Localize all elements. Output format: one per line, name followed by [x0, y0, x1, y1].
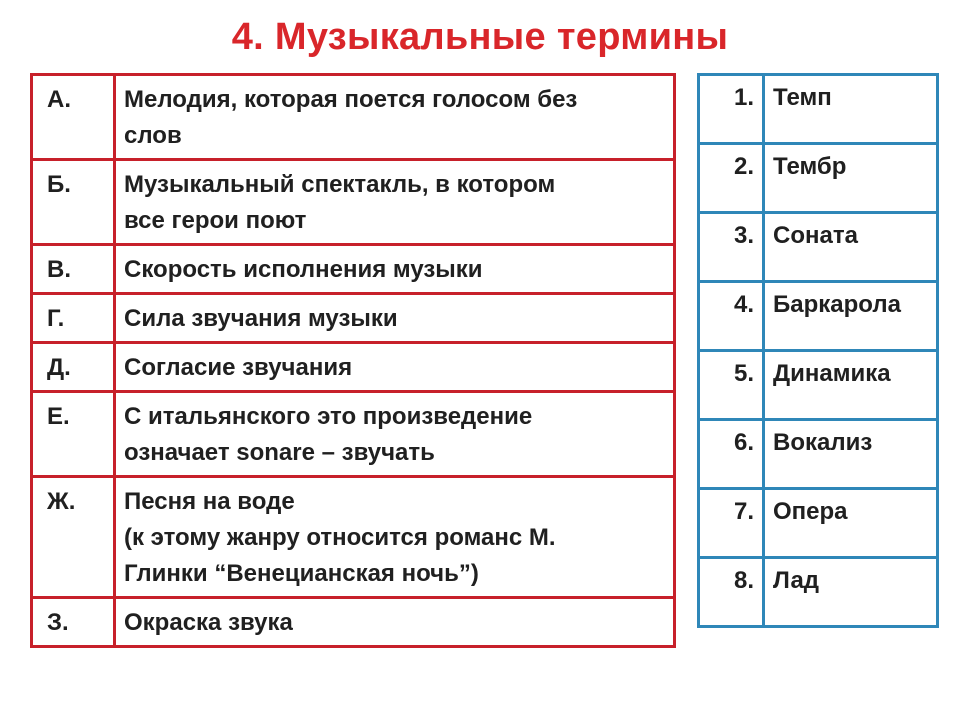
- definition-letter: В.: [32, 245, 115, 294]
- term-row: [699, 75, 938, 144]
- definition-text: [115, 392, 675, 477]
- definition-row: [32, 245, 675, 294]
- definition-text: [115, 294, 675, 343]
- terms-table: [697, 73, 939, 628]
- term-number: 5.: [699, 351, 764, 420]
- definition-line: Согласие звучания: [124, 354, 353, 381]
- term-row: [699, 351, 938, 420]
- term-label: Темп: [764, 75, 938, 144]
- definition-letter: А.: [32, 75, 115, 160]
- term-label: Динамика: [764, 351, 938, 420]
- definition-letter: Б.: [32, 160, 115, 245]
- term-number: 2.: [699, 144, 764, 213]
- term-row: [699, 282, 938, 351]
- definition-line: Сила звучания музыки: [124, 305, 398, 332]
- definition-row: [32, 294, 675, 343]
- definition-letter: Е.: [32, 392, 115, 477]
- term-row: [699, 213, 938, 282]
- definition-text: [115, 343, 675, 392]
- definition-letter: Г.: [32, 294, 115, 343]
- definition-line: Музыкальный спектакль, в котором: [124, 171, 556, 198]
- definitions-table: [30, 73, 676, 648]
- term-number: 3.: [699, 213, 764, 282]
- definition-letter: Д.: [32, 343, 115, 392]
- term-number: 7.: [699, 489, 764, 558]
- definition-text: [115, 477, 675, 598]
- definition-line: (к этому жанру относится романс М.: [124, 524, 556, 551]
- term-label: Опера: [764, 489, 938, 558]
- term-number: 6.: [699, 420, 764, 489]
- definition-line: слов: [124, 122, 182, 149]
- term-row: [699, 420, 938, 489]
- term-label: Лад: [764, 558, 938, 627]
- term-row: [699, 558, 938, 627]
- definition-text: [115, 160, 675, 245]
- definition-letter: Ж.: [32, 477, 115, 598]
- term-label: Вокализ: [764, 420, 938, 489]
- definition-row: [32, 477, 675, 598]
- term-row: [699, 489, 938, 558]
- term-label: Соната: [764, 213, 938, 282]
- definition-line: С итальянского это произведение: [124, 403, 533, 430]
- definition-line: Глинки “Венецианская ночь”): [124, 560, 479, 587]
- definition-line: Мелодия, которая поется голосом без: [124, 86, 578, 113]
- page-title: 4. Музыкальные термины: [231, 16, 729, 58]
- definition-line: Песня на воде: [124, 488, 295, 515]
- definition-letter: З.: [32, 598, 115, 647]
- term-label: Баркарола: [764, 282, 938, 351]
- definition-text: [115, 598, 675, 647]
- definition-row: [32, 160, 675, 245]
- definition-line: Окраска звука: [124, 609, 293, 636]
- definition-text: [115, 245, 675, 294]
- definition-row: [32, 598, 675, 647]
- term-number: 8.: [699, 558, 764, 627]
- definition-row: [32, 75, 675, 160]
- definition-text: [115, 75, 675, 160]
- definition-row: [32, 343, 675, 392]
- definition-line: Скорость исполнения музыки: [124, 256, 483, 283]
- definition-line: означает sonare – звучать: [124, 439, 435, 466]
- term-number: 1.: [699, 75, 764, 144]
- definition-line: все герои поют: [124, 207, 307, 234]
- definition-row: [32, 392, 675, 477]
- term-label: Тембр: [764, 144, 938, 213]
- term-number: 4.: [699, 282, 764, 351]
- term-row: [699, 144, 938, 213]
